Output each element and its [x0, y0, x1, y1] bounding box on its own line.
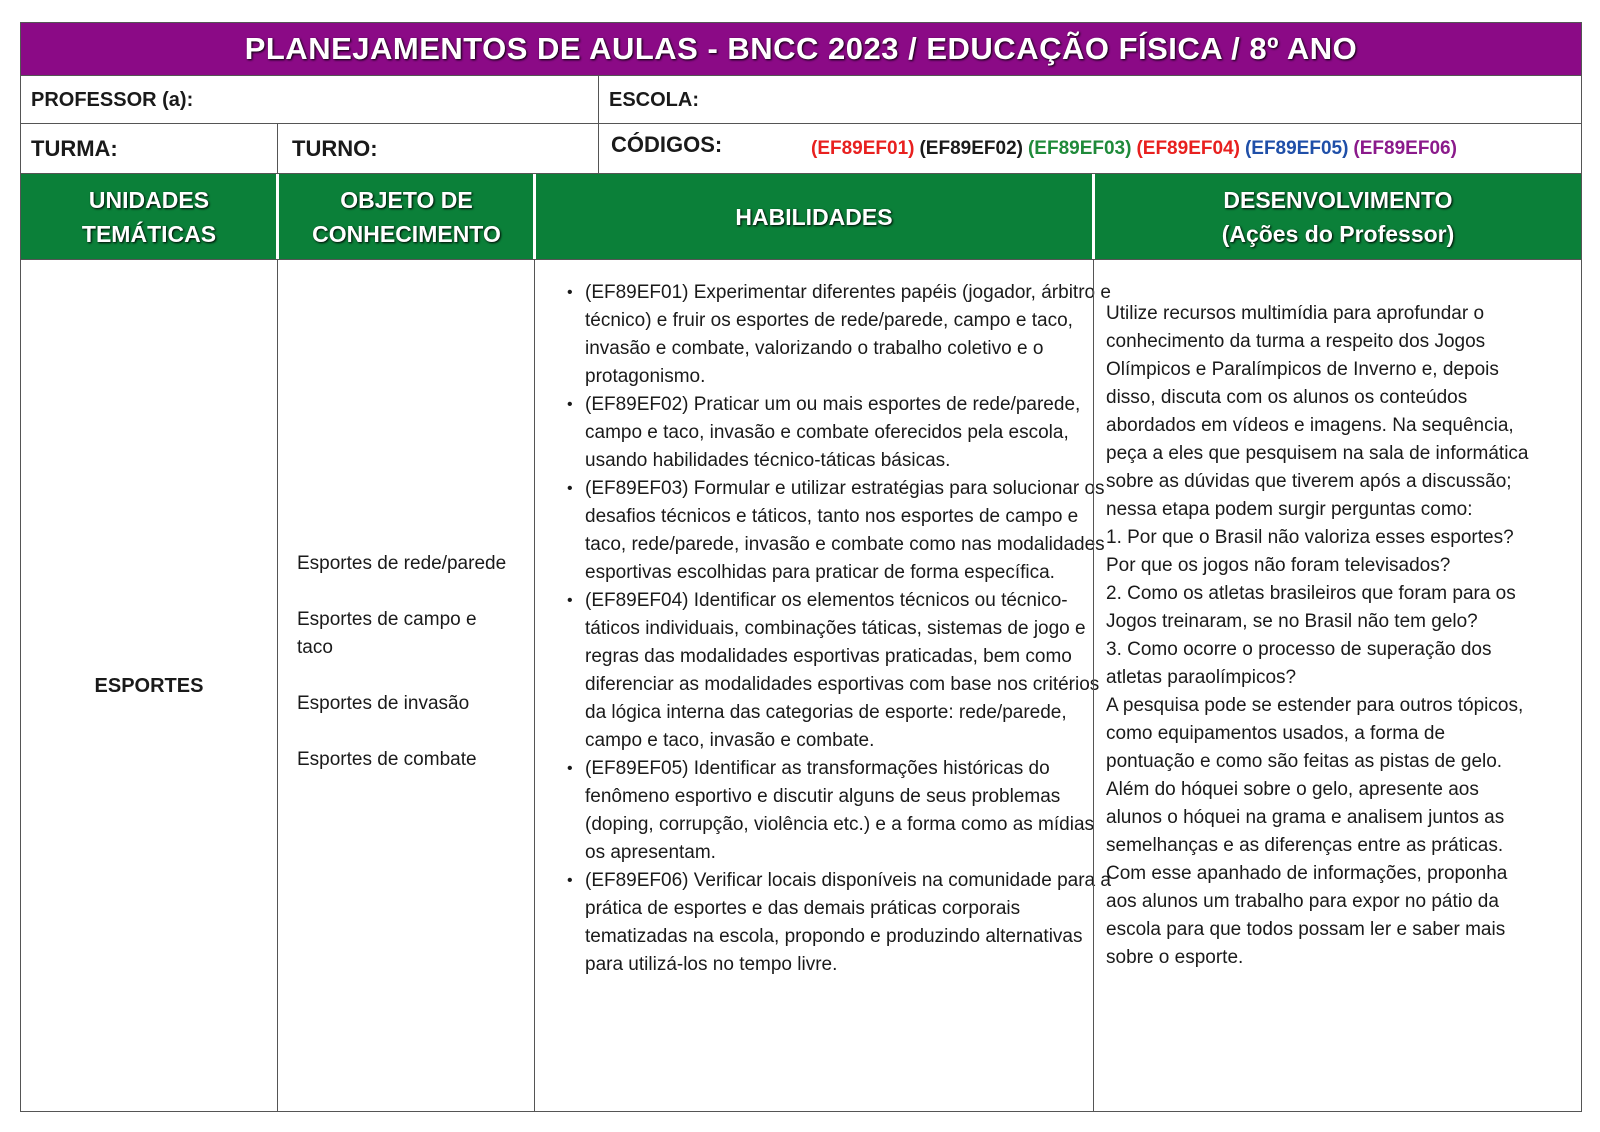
development-paragraph: Utilize recursos multimídia para aprofundar o conhecimento da turma a respeito dos Jogos Olímpicos e Paralímpicos de Inverno e, depois disso, discuta com os alunos os conteúdos abordados em vídeos e imagens. Na sequência, peça a eles que pesquisem na sala de informática sobre as dúvidas que tiverem após a discussão; nessa etapa podem surgir perguntas como: — [1106, 303, 1529, 520]
professor-field-label: PROFESSOR (a): — [31, 88, 194, 111]
column-header-objeto: OBJETO DE CONHECIMENTO — [312, 187, 501, 247]
development-paragraph: A pesquisa pode se estender para outros tópicos, como equipamentos usados, a forma de pontuação e como são feitas as pistas de gelo. — [1106, 695, 1524, 772]
row-divider — [598, 124, 599, 174]
column-header-habilidades: HABILIDADES — [735, 204, 893, 230]
code-tag: (EF89EF01) — [811, 138, 915, 159]
code-tag: (EF89EF04) — [1136, 138, 1240, 159]
page-title: PLANEJAMENTOS DE AULAS - BNCC 2023 / EDUCAÇÃO FÍSICA / 8º ANO — [21, 23, 1581, 75]
turno-field-label: TURNO: — [292, 136, 378, 161]
turma-field-label: TURMA: — [31, 136, 118, 161]
development-paragraph: 3. Como ocorre o processo de superação dos atletas paraolímpicos? — [1106, 639, 1492, 688]
skill-item: • (EF89EF05) Identificar as transformações históricas do fenômeno esportivo e discutir alguns de seus problemas (doping, corrupção, violência etc.) e a forma como as mídias os apresentam. — [585, 755, 1115, 867]
skill-item: • (EF89EF06) Verificar locais disponíveis na comunidade para a prática de esportes e das demais práticas corporais tematizadas na escola, propondo e produzindo alternativas para utilizá-los no tempo livre. — [585, 867, 1115, 979]
class-shift-codes-row — [21, 123, 1581, 174]
skill-item: • (EF89EF04) Identificar os elementos técnicos ou técnico-táticos individuais, combinações táticas, sistemas de jogo e regras das modalidades esportivas praticadas, bem como diferenciar as modalidades esportivas com base nos critérios da lógica interna das categorias de esporte: rede/parede, campo e taco, invasão e combate. — [585, 587, 1115, 755]
column-header-desenvolvimento: DESENVOLVIMENTO (Ações do Professor) — [1221, 187, 1455, 247]
column-header-unidades: UNIDADES TEMÁTICAS — [81, 187, 217, 247]
professor-school-row — [21, 75, 1581, 124]
knowledge-object-item: Esportes de campo e taco — [297, 609, 477, 658]
body-divider — [1093, 260, 1094, 1112]
code-tag: (EF89EF02) — [919, 138, 1023, 159]
skill-item: • (EF89EF01) Experimentar diferentes papéis (jogador, árbitro e técnico) e fruir os esportes de rede/parede, campo e taco, invasão e combate, valorizando o trabalho coletivo e o protagonismo. — [585, 279, 1115, 391]
row-divider — [277, 124, 278, 174]
development-paragraph: 2. Como os atletas brasileiros que foram para os Jogos treinaram, se no Brasil não tem gelo? — [1106, 583, 1516, 632]
thematic-unit: ESPORTES — [94, 674, 204, 697]
code-tag: (EF89EF06) — [1353, 138, 1457, 159]
skill-item: • (EF89EF02) Praticar um ou mais esportes de rede/parede, campo e taco, invasão e combate oferecidos pela escola, usando habilidades técnico-táticas básicas. — [585, 391, 1115, 475]
escola-field-label: ESCOLA: — [609, 88, 699, 111]
knowledge-object-item: Esportes de combate — [297, 749, 477, 770]
development-paragraph: Além do hóquei sobre o gelo, apresente aos alunos o hóquei na grama e analisem juntos as semelhanças e as diferenças entre as práticas. Com esse apanhado de informações, proponha aos alunos um trabalho para expor no pátio da escola para que todos possam ler e saber mais sobre o esporte. — [1106, 779, 1508, 968]
lesson-plan-table — [20, 22, 1582, 1112]
code-tag: (EF89EF03) — [1027, 138, 1132, 159]
column-header-row — [21, 173, 1581, 260]
skills-list — [561, 279, 1115, 979]
knowledge-objects-list — [297, 550, 517, 802]
teacher-actions-text — [1106, 300, 1536, 972]
skill-item: • (EF89EF03) Formular e utilizar estratégias para solucionar os desafios técnicos e táticos, tanto nos esportes de campo e taco, rede/parede, invasão e combate como nas modalidades esportivas escolhidas para praticar de forma específica. — [585, 475, 1115, 587]
codes-list — [811, 124, 1462, 174]
content-row — [21, 259, 1581, 1112]
knowledge-object-item: Esportes de rede/parede — [297, 553, 507, 574]
codigos-field-label: CÓDIGOS: — [611, 132, 723, 157]
body-divider — [534, 260, 535, 1112]
knowledge-object-item: Esportes de invasão — [297, 693, 470, 714]
development-paragraph: 1. Por que o Brasil não valoriza esses esportes? Por que os jogos não foram televisados? — [1106, 527, 1514, 576]
body-divider — [277, 260, 278, 1112]
code-tag: (EF89EF05) — [1244, 138, 1349, 159]
